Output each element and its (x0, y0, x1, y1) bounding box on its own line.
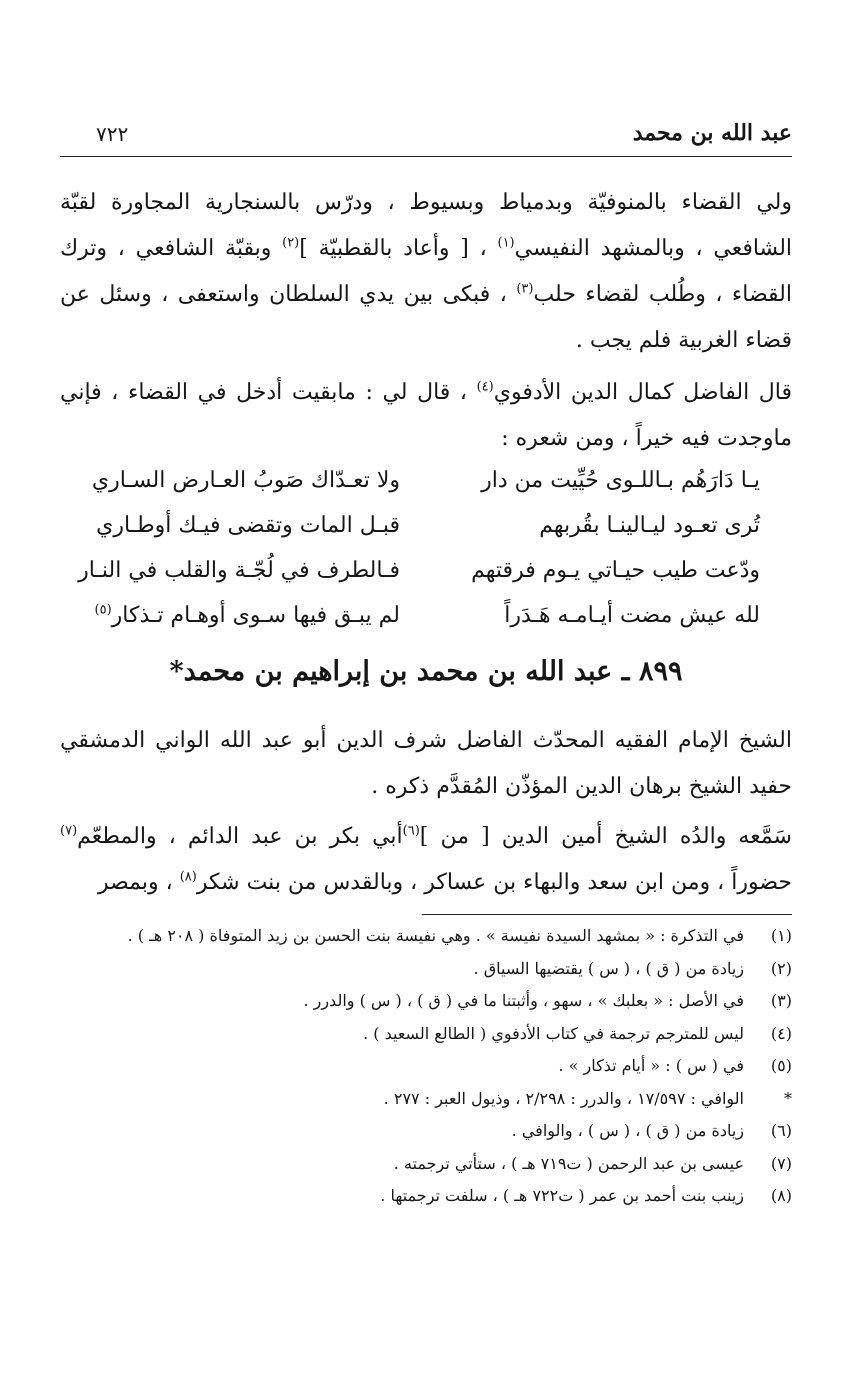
paragraph-1 (60, 180, 792, 364)
header-rule (60, 156, 792, 157)
hemistich-text: لم يبـق فيها سـوى أوهـام تـذكار (111, 603, 400, 628)
footnote-ref: (٧) (60, 823, 78, 839)
footnote-ref: (٥) (94, 602, 112, 618)
footnote-ref: (٤) (476, 379, 494, 395)
paragraph-2 (60, 370, 792, 462)
footnote-number: (١) (770, 926, 792, 945)
page-number: ٧٢٢ (96, 122, 129, 146)
paragraph-text: ، قال لي : مابقيت أدخل في القضاء ، فإني ماوجدت فيه خيراً ، ومن شعره : (60, 380, 792, 451)
poem-verse (60, 558, 760, 603)
footnote-text: في الأصل : « بعلبك » ، سهو ، وأثبتنا ما في ( ق ) ، ( س ) والدرر . (303, 991, 744, 1010)
paragraph-text: سَمَّعه والدُه الشيخ أمين الدين [ من ] (419, 824, 792, 849)
entry-title: ٨٩٩ ـ عبد الله بن محمد بن إبراهيم بن محمد* (169, 656, 683, 687)
footnote (72, 1180, 792, 1213)
footnote-text: الوافي : ١٧/٥٩٧ ، والدرر : ٢/٢٩٨ ، وذيول العبر : ٢٧٧ . (383, 1088, 744, 1108)
footnote (72, 1083, 792, 1116)
footnote-ref: (٣) (516, 281, 534, 297)
paragraph-4 (60, 814, 792, 906)
footnote-number: * (784, 1088, 792, 1108)
paragraph-text: حضوراً ، ومن ابن سعد والبهاء بن عساكر ، وبالقدس من بنت شكر (196, 870, 792, 895)
paragraph-text: ، فبكى بين يدي السلطان واستعفى ، وسئل عن قضاء الغربية فلم يجب . (60, 282, 792, 353)
paragraph-text: ، [ وأعاد بالقطبيّة ] (299, 236, 498, 261)
footnotes (72, 920, 792, 1213)
verse-second-hemistich (60, 603, 400, 628)
paragraph-text: أبي بكر بن عبد الدائم ، والمطعّم (77, 824, 403, 849)
paragraph-text: ولي القضاء بالمنوفيّة وبدمياط وبسيوط ، ودرّس بالسنجارية المجاورة لقبّة الشافعي ، وبالمشهد النفيسي (60, 190, 793, 261)
footnote-text: في ( س ) : « أيام تذكار » . (558, 1056, 744, 1075)
footnote (72, 985, 792, 1018)
footnote (72, 920, 792, 953)
footnote-text: ليس للمترجم ترجمة في كتاب الأدفوي ( الطالع السعيد ) . (363, 1023, 744, 1043)
verse-first-hemistich: تُرى تعـود ليـالينـا بقُربهم (539, 513, 760, 538)
footnote (72, 953, 792, 986)
footnote-number: (٣) (770, 991, 792, 1010)
footnote-number: (٦) (770, 1121, 792, 1140)
paragraph-text: الشيخ الإمام الفقيه المحدّث الفاضل شرف الدين أبو عبد الله الواني الدمشقي حفيد الشيخ برهان الدين المؤذّن المُقدَّم ذكره . (60, 728, 792, 799)
footnote-text: في التذكرة : « بمشهد السيدة نفيسة » . وهي نفيسة بنت الحسن بن زيد المتوفاة ( ٢٠٨ هـ ) . (127, 926, 744, 945)
poem-verse (60, 513, 760, 558)
footnote-number: (٢) (770, 958, 792, 978)
poem-verse (60, 603, 760, 648)
footnote-number: (٥) (770, 1056, 792, 1075)
footnote-number: (٨) (770, 1186, 792, 1205)
footnote-ref: (١) (497, 235, 515, 251)
verse-second-hemistich: قبـل المات وتقضى فيـك أوطـاري (96, 513, 400, 538)
footnote-text: زيادة من ( ق ) ، ( س ) ، والوافي . (511, 1121, 744, 1140)
footnote-number: (٤) (770, 1023, 792, 1043)
paragraph-3 (60, 718, 792, 810)
footnote-ref: (٢) (282, 235, 300, 251)
paragraph-text: ، وبمصر (97, 870, 180, 895)
paragraph-text: وبقبّة الشافعي ، وترك القضاء ، وطُلب لقضاء حلب (60, 236, 793, 307)
verse-second-hemistich: فـالطرف في لُجّـة والقلب في النـار (78, 558, 400, 583)
footnote-ref: (٨) (179, 869, 197, 885)
running-title: عبد الله بن محمد (632, 120, 792, 146)
paragraph-text: قال الفاضل كمال الدين الأدفوي (493, 380, 792, 405)
footnote (72, 1115, 792, 1148)
poem-verse (60, 468, 760, 513)
footnote (72, 1050, 792, 1083)
poem (60, 468, 760, 648)
footnote-number: (٧) (770, 1153, 792, 1173)
footnote-text: زيادة من ( ق ) ، ( س ) يقتضيها السياق . (473, 958, 744, 978)
verse-first-hemistich: ودّعت طيب حيـاتي يـوم فرقتهم (471, 558, 760, 583)
footnote-text: عيسى بن عبد الرحمن ( ت٧١٩ هـ ) ، ستأتي ترجمته . (393, 1153, 744, 1173)
verse-first-hemistich: لله عيش مضت أيـامـه هَـدَراً (504, 603, 760, 628)
footnote-ref: (٦) (402, 823, 420, 839)
verse-first-hemistich: يـا دَارَهُم بـاللـوى حُيِّيت من دار (481, 468, 760, 493)
running-head (60, 118, 792, 158)
footnote (72, 1018, 792, 1051)
verse-second-hemistich: ولا تعـدّاك صَوبُ العـارض السـاري (91, 468, 400, 493)
footnote-text: زينب بنت أحمد بن عمر ( ت٧٢٢ هـ ) ، سلفت ترجمتها . (380, 1186, 744, 1205)
footnote (72, 1148, 792, 1181)
footnotes-rule (422, 914, 792, 915)
